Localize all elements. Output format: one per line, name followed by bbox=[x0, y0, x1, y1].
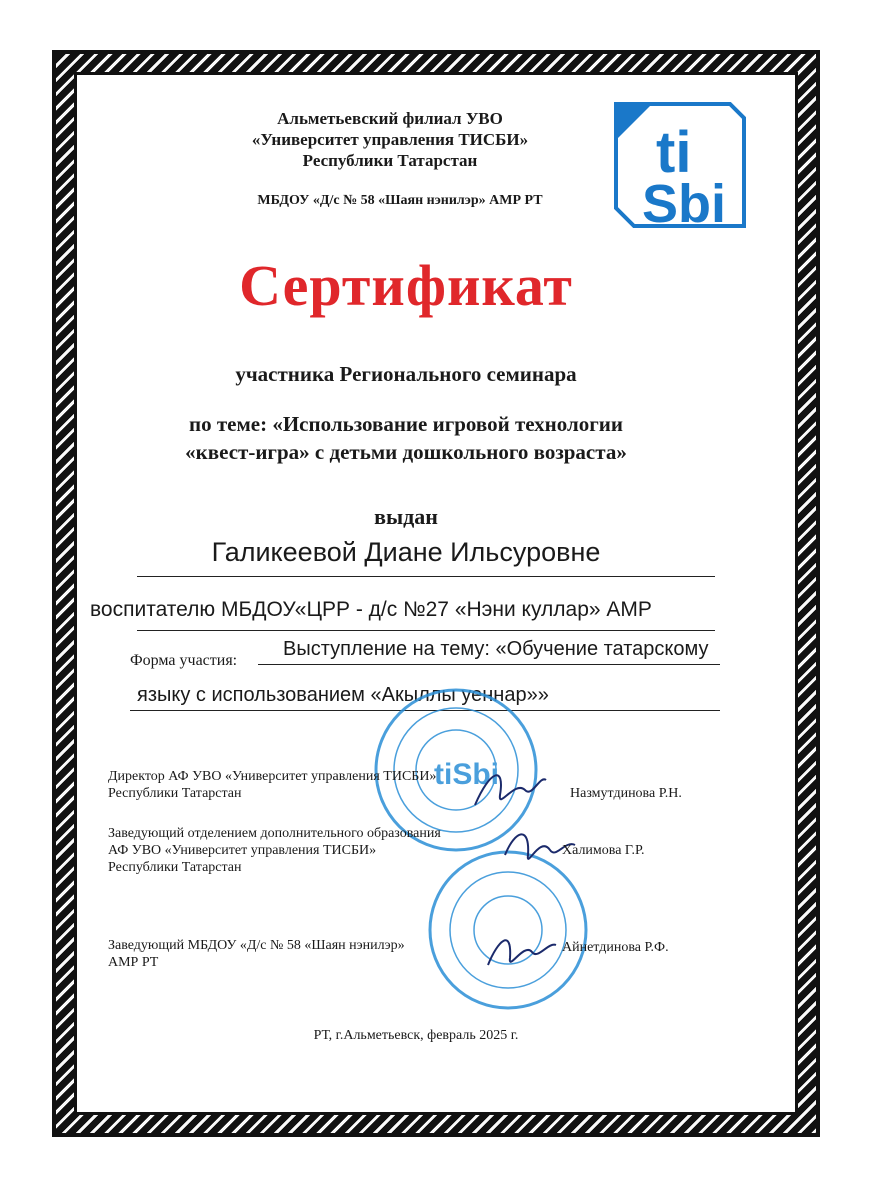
header-line-2: «Университет управления ТИСБИ» bbox=[251, 130, 529, 149]
signatory-2-title-line-3: Республики Татарстан bbox=[108, 860, 242, 875]
tisbi-logo-icon bbox=[612, 100, 748, 230]
issued-label: выдан bbox=[374, 504, 438, 529]
topic-line-2: «квест-игра» с детьми дошкольного возраста» bbox=[185, 440, 627, 464]
topic-block bbox=[0, 410, 872, 466]
name-underline bbox=[137, 576, 715, 577]
signatory-3-title-line-1: Заведующий МБДОУ «Д/с № 58 «Шаян нэнилэр» bbox=[108, 938, 405, 953]
svg-text:Sbi: Sbi bbox=[642, 174, 727, 230]
subtitle: участника Регионального семинара bbox=[235, 362, 577, 386]
header-line-3: Республики Татарстан bbox=[302, 151, 478, 170]
signatory-3-name: Айнетдинова Р.Ф. bbox=[562, 940, 669, 955]
signatory-2-title-line-1: Заведующий отделением дополнительного образования bbox=[108, 826, 441, 841]
topic-line-1: по теме: «Использование игровой технологии bbox=[188, 412, 624, 436]
participation-underline-1 bbox=[258, 664, 720, 665]
signatory-1-name: Назмутдинова Р.Н. bbox=[570, 786, 682, 801]
signatory-3-title-line-2: АМР РТ bbox=[108, 955, 159, 970]
participation-value-line-2: языку с использованием «Акыллы уеннар»» bbox=[137, 684, 549, 706]
header-org: МБДОУ «Д/с № 58 «Шаян нэнилэр» АМР РТ bbox=[257, 193, 543, 208]
signatory-2-name: Халимова Г.Р. bbox=[562, 843, 645, 858]
signatory-2-title bbox=[108, 825, 441, 876]
signatory-2-title-line-2: АФ УВО «Университет управления ТИСБИ» bbox=[108, 843, 377, 858]
certificate-title: Сертификат bbox=[239, 253, 573, 318]
position-underline bbox=[137, 630, 715, 631]
recipient-position: воспитателю МБДОУ«ЦРР - д/с №27 «Нэни куллар» АМР bbox=[90, 598, 652, 621]
recipient-name: Галикеевой Диане Ильсуровне bbox=[211, 537, 601, 567]
footer-place-date: РТ, г.Альметьевск, февраль 2025 г. bbox=[313, 1028, 519, 1043]
header-line-1: Альметьевский филиал УВО bbox=[277, 109, 503, 128]
signatory-3-title bbox=[108, 937, 405, 971]
svg-text:ti: ti bbox=[656, 120, 692, 185]
signature-1-icon bbox=[470, 760, 550, 820]
signatory-1-title-line-1: Директор АФ УВО «Университет управления ТИСБИ» bbox=[108, 769, 437, 784]
svg-text:tiSbi: tiSbi bbox=[434, 758, 499, 791]
header-block bbox=[190, 108, 590, 171]
participation-value-line-1: Выступление на тему: «Обучение татарскому bbox=[283, 638, 709, 660]
signatory-1-title-line-2: Республики Татарстан bbox=[108, 786, 242, 801]
signatory-1-title bbox=[108, 768, 436, 802]
participation-label: Форма участия: bbox=[130, 652, 238, 669]
signature-3-icon bbox=[480, 920, 560, 980]
